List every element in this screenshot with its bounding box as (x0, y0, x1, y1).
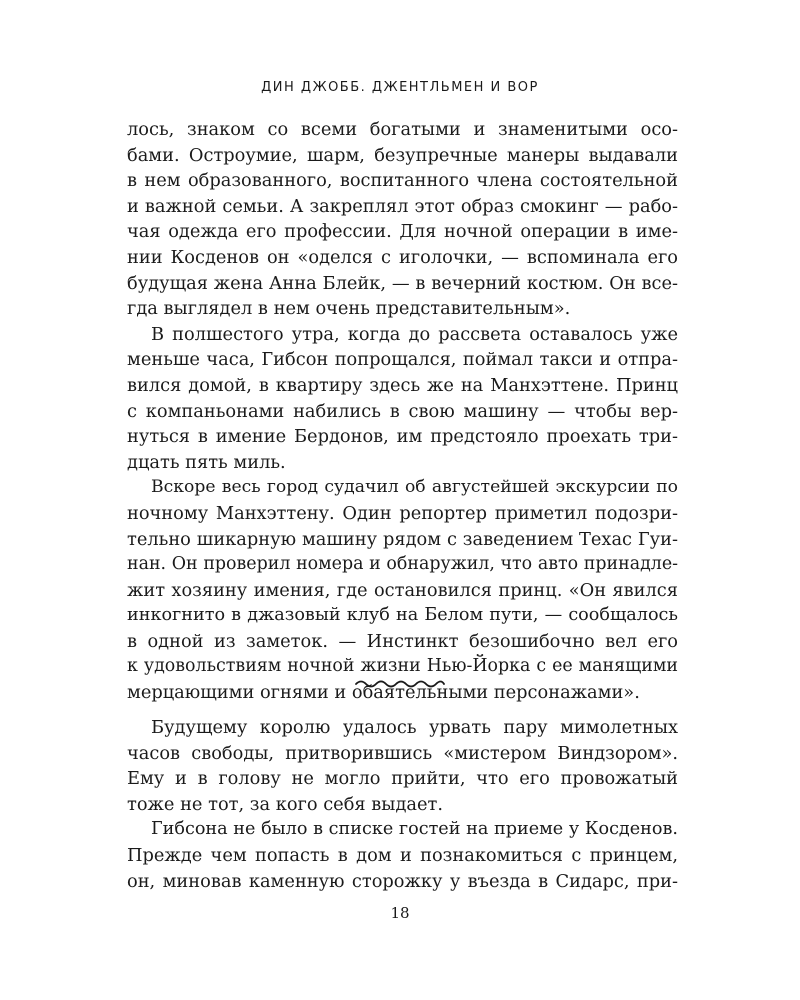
text-line: мерцающими огнями и обаятельными персонажами». (127, 682, 640, 704)
text-line: с компаньонами набились в свою машину — чтобы вер- (127, 400, 678, 422)
text-line: в одной из заметок. — Инстинкт безошибочно вел его (127, 630, 678, 652)
text-line: дцать пять миль. (127, 451, 286, 473)
text-line: ночному Манхэттену. Один репортер приметил подозри- (127, 502, 678, 524)
running-head: ДИН ДЖОББ. ДЖЕНТЛЬМЕН И ВОР (261, 80, 539, 95)
text-line: тельно шикарную машину рядом с заведением Техас Гуи- (127, 528, 678, 550)
text-line: гда выглядел в нем очень представительным». (127, 298, 571, 320)
text-line: Ему и в голову не могло прийти, что его провожатый (127, 768, 678, 790)
wave-ornament (354, 678, 446, 690)
text-line: жит хозяину имения, где остановился принц. «Он явился (127, 579, 678, 601)
text-line: нии Косденов он «оделся с иголочки, — вспоминала его (127, 246, 678, 268)
text-line: инкогнито в джазовый клуб на Белом пути, — сообщалось (127, 605, 678, 626)
body-text-section-1 (127, 117, 678, 706)
text-line: лось, знаком со всеми богатыми и знаменитыми осо- (127, 119, 678, 140)
text-line: чая одежда его профессии. Для ночной операции в име- (127, 221, 678, 243)
text-line: вился домой, в квартиру здесь же на Манхэттене. Принц (127, 374, 678, 396)
text-line: в нем образованного, воспитанного члена состоятельной (127, 170, 678, 192)
text-line: к удовольствиям ночной жизни Нью-Йорка с ее манящими (127, 656, 678, 677)
text-line: нан. Он проверил номера и обнаружил, что авто принадле- (127, 554, 678, 575)
text-line: Будущему королю удалось урвать пару мимолетных (151, 717, 678, 738)
text-line: часов свободы, притворившись «мистером Виндзором». (127, 742, 678, 764)
text-line: он, миновав каменную сторожку у въезда в Сидарс, при- (127, 870, 678, 892)
text-line: Гибсона не было в списке гостей на приеме у Косденов. (151, 819, 678, 840)
text-line: В полшестого утра, когда до рассвета оставалось уже (151, 323, 678, 345)
text-line: Вскоре весь город судачил об августейшей экскурсии по (151, 477, 678, 498)
text-line: бами. Остроумие, шарм, безупречные манеры выдавали (127, 144, 678, 166)
text-line: и важной семьи. А закреплял этот образ смокинг — рабо- (127, 195, 678, 217)
text-line: тоже не тот, за кого себя выдает. (127, 793, 444, 815)
text-line: Прежде чем попасть в дом и познакомиться с принцем, (127, 844, 678, 866)
text-line: нуться в имение Бердонов, им предстояло проехать три- (127, 426, 678, 448)
text-line: будущая жена Анна Блейк, — в вечерний костюм. Он все- (127, 272, 678, 294)
page-number: 18 (390, 904, 410, 922)
body-text-section-2 (127, 715, 678, 894)
text-line: меньше часа, Гибсон попрощался, поймал такси и отпра- (127, 349, 678, 371)
